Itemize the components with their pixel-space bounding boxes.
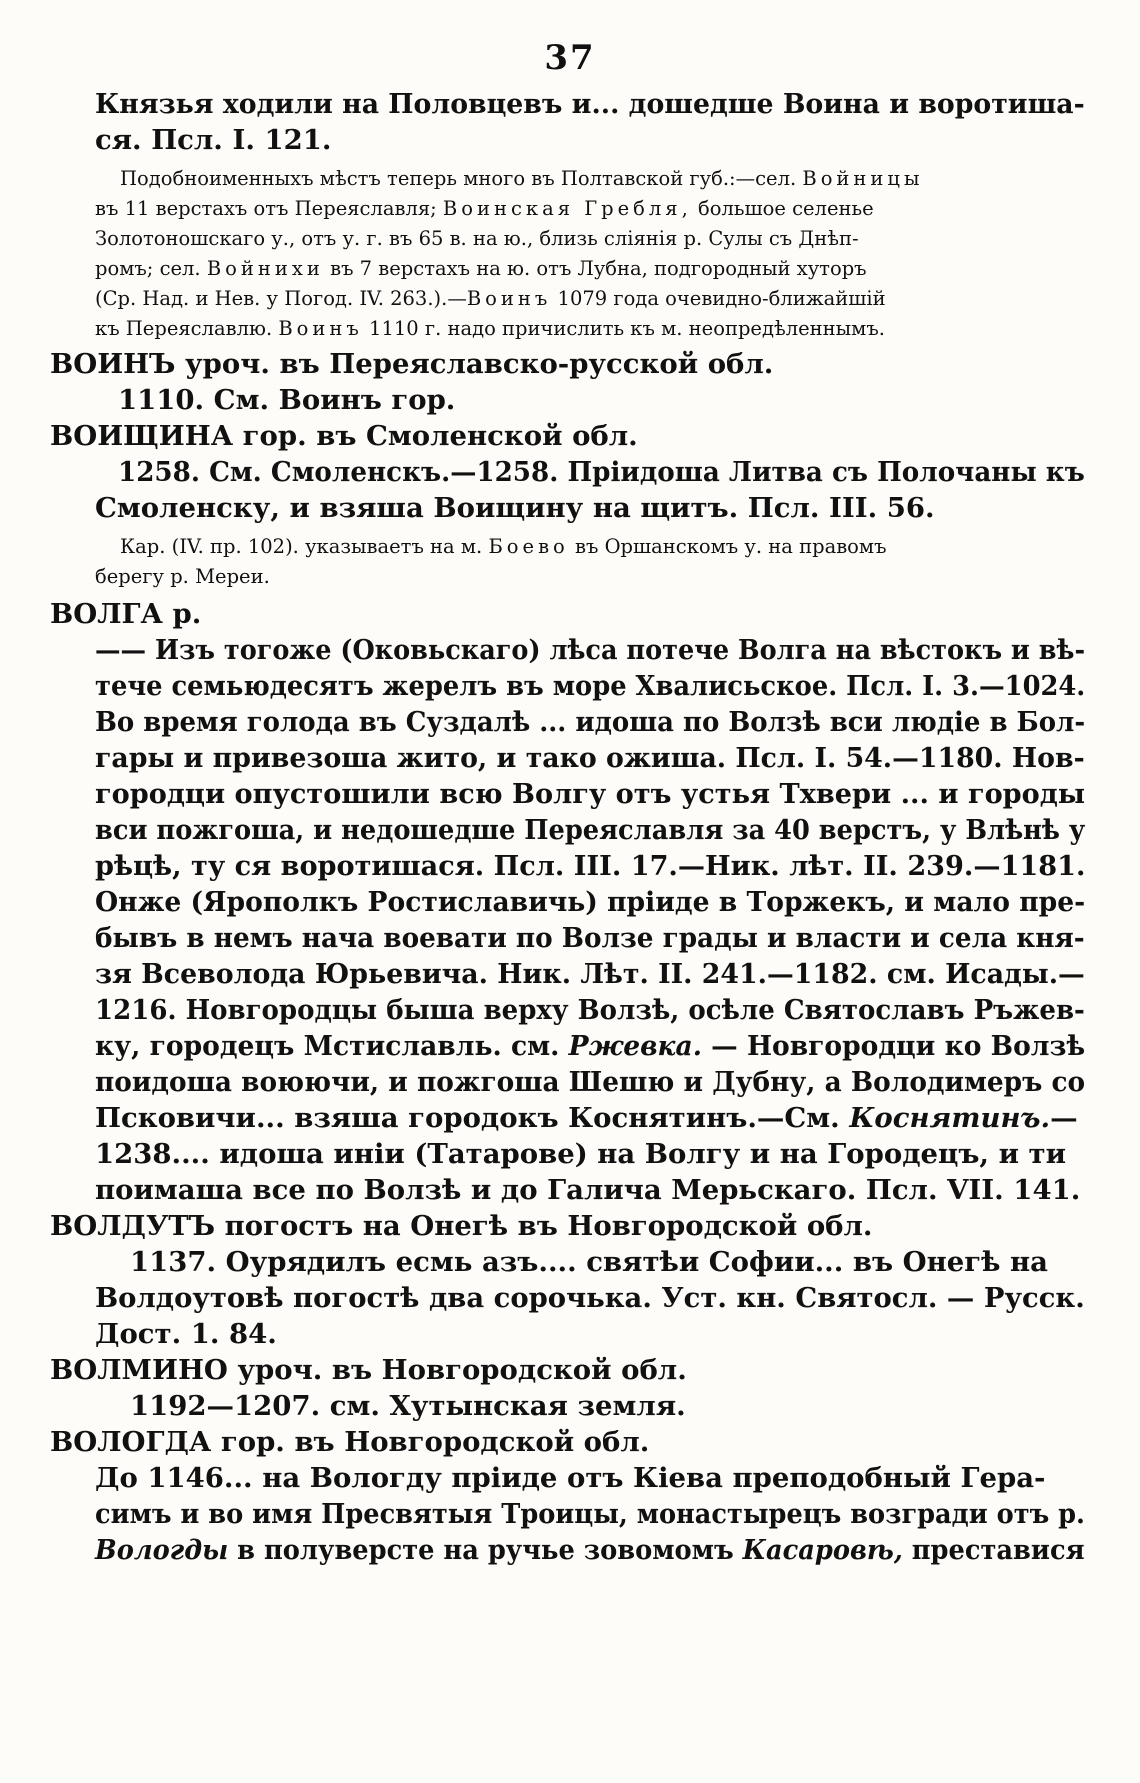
- entry-heading: ВОЛМИНО уроч. въ Новгородской обл.: [50, 1354, 687, 1386]
- text-line: 1137. Оурядилъ есмь азъ.... святѣи Софии... въ Онегѣ на: [130, 1246, 1048, 1278]
- text-line: 1110. См. Воинъ гор.: [118, 384, 456, 416]
- entry-heading: ВОЛГА р.: [50, 598, 202, 630]
- entry-heading: ВОИНЪ уроч. въ Переяславско-русской обл.: [50, 348, 774, 380]
- text-line: Князья ходили на Половцевъ и... дошедше Воина и воротиша-: [95, 88, 1085, 120]
- page-number: 37: [544, 38, 596, 78]
- note-line: Кар. (IV. пр. 102). указываетъ на м. Боево въ Оршанскомъ у. на правомъ: [120, 535, 887, 558]
- entry-heading: ВОИЩИНА гор. въ Смоленской обл.: [50, 420, 638, 452]
- text-line: ку, городецъ Мстиславль. см. Ржевка. — Новгородци ко Волзѣ: [95, 1030, 1086, 1062]
- text-line: До 1146... на Вологду прiиде отъ Кiева преподобный Гера-: [95, 1462, 1046, 1494]
- text-line: 1258. См. Смоленскъ.—1258. Прiидоша Литва съ Полочаны къ: [118, 456, 1085, 488]
- text-line: городци опустошили всю Волгу отъ устья Тхвери ... и городы: [95, 778, 1086, 810]
- note-line: берегу р. Мереи.: [95, 565, 270, 588]
- text-line: зя Всеволода Юрьевича. Ник. Лѣт. II. 241.—1182. см. Исады.—: [95, 958, 1085, 990]
- note-line: Подобноименныхъ мѣстъ теперь много въ Полтавской губ.:—сел. Войницы: [120, 167, 924, 190]
- text-line: 1192—1207. см. Хутынская земля.: [130, 1390, 686, 1422]
- text-line: Онже (Ярополкъ Ростиславичь) прiиде в Торжекъ, и мало пре-: [95, 886, 1086, 918]
- note-line: къ Переяславлю. Воинъ 1110 г. надо причислить къ м. неопредѣленнымъ.: [95, 317, 885, 340]
- note-line: ромъ; сел. Войнихи въ 7 верстахъ на ю. отъ Лубна, подгородный хуторъ: [95, 257, 867, 280]
- text-line: поимаша все по Волзѣ и до Галича Мерьскаго. Псл. VII. 141.: [95, 1174, 1081, 1206]
- text-line: ся. Псл. I. 121.: [95, 124, 332, 156]
- text-line: симъ и во имя Пресвятыя Троицы, монастырецъ возгради отъ р.: [95, 1498, 1085, 1530]
- text-line: Дост. 1. 84.: [95, 1318, 277, 1350]
- text-line: Во время голода въ Суздалѣ ... идоша по Волзѣ вси людiе в Бол-: [95, 706, 1086, 738]
- text-line: тече семьюдесятъ жерелъ въ море Хвалисьское. Псл. I. 3.—1024.: [95, 670, 1086, 702]
- text-line: 1216. Новгородцы быша верху Волзѣ, осѣле Святославъ Ръжев-: [95, 994, 1085, 1026]
- text-line: вси пожгоша, и недошедше Переяславля за 40 верстъ, у Влѣнѣ у: [95, 814, 1086, 846]
- text-line: Волдоутовѣ погостѣ два сорочька. Уст. кн. Святосл. — Русск.: [95, 1282, 1085, 1314]
- note-line: Золотоношскаго у., отъ у. г. въ 65 в. на ю., близь слiянiя р. Сулы съ Днѣп-: [95, 227, 859, 250]
- text-line: бывъ в немъ нача воевати по Волзе грады и власти и села кня-: [95, 922, 1085, 954]
- note-line: (Ср. Над. и Нев. у Погод. IV. 263.).—Воинъ 1079 года очевидно-ближайшiй: [95, 287, 886, 310]
- entry-heading: ВОЛДУТЪ погостъ на Онегѣ въ Новгородской обл.: [50, 1210, 873, 1242]
- note-line: въ 11 верстахъ отъ Переяславля; Воинская Гребля, большое селенье: [95, 197, 874, 220]
- text-line: рѣцѣ, ту ся воротишася. Псл. III. 17.—Ник. лѣт. II. 239.—1181.: [95, 850, 1086, 882]
- text-line: Псковичи... взяша городокъ Коснятинъ.—См. Коснятинъ.—: [95, 1102, 1078, 1134]
- text-line: поидоша воюючи, и пожгоша Шешю и Дубну, а Володимеръ со: [95, 1066, 1086, 1098]
- text-line: Вологды в полуверсте на ручье зовомомъ Касаровѣ, преставися: [95, 1534, 1085, 1566]
- text-line: —— Изъ тогоже (Оковьскаго) лѣса потече Волга на вѣстокъ и вѣ-: [95, 634, 1086, 666]
- entry-heading: ВОЛОГДА гор. въ Новгородской обл.: [50, 1426, 650, 1458]
- text-line: Смоленску, и взяша Воищину на щитъ. Псл. III. 56.: [95, 492, 935, 524]
- text-line: 1238.... идоша инiи (Татарове) на Волгу и на Городецъ, и ти: [95, 1138, 1066, 1170]
- text-line: гары и привезоша жито, и тако ожиша. Псл. I. 54.—1180. Нов-: [95, 742, 1085, 774]
